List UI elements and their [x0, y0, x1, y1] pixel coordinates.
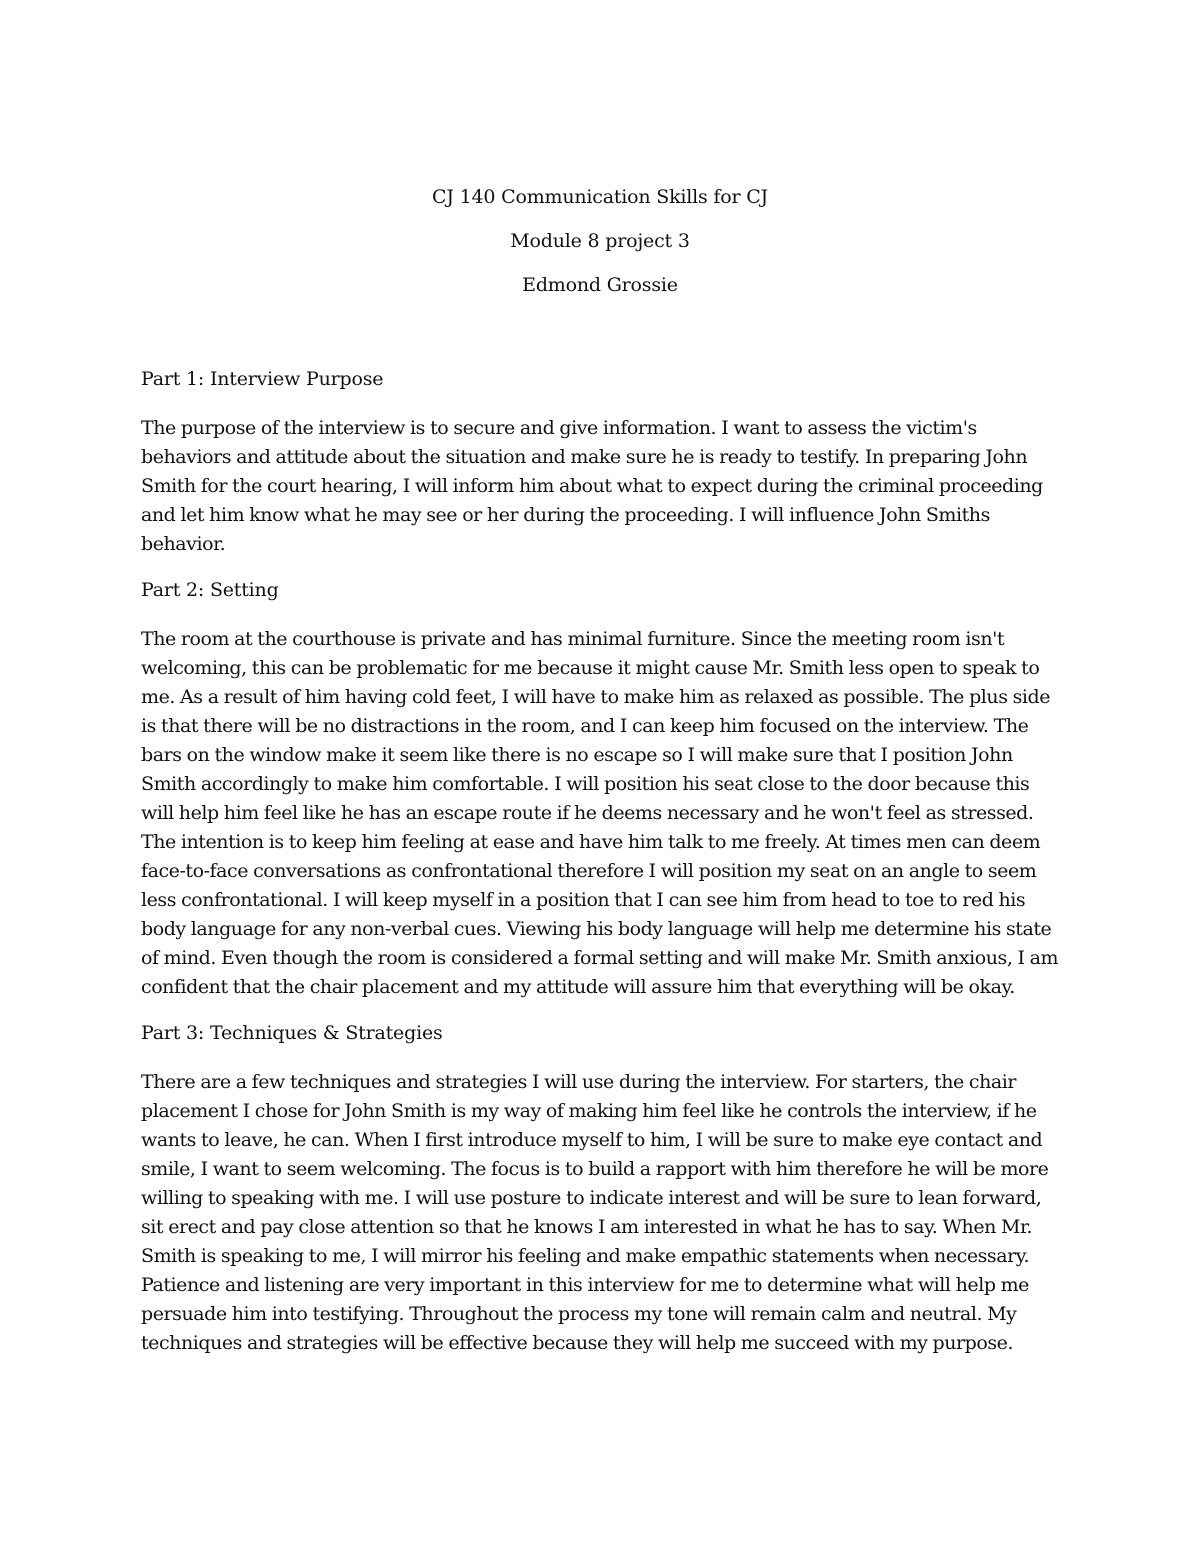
section-techniques-strategies: [141, 1022, 1061, 1358]
author-name: Edmond Grossie: [522, 274, 678, 296]
section-heading: Part 2: Setting: [141, 579, 279, 601]
document-body: [141, 368, 1061, 1378]
module-title: Module 8 project 3: [510, 230, 690, 252]
section-setting: [141, 579, 1061, 1002]
section-paragraph: The purpose of the interview is to secure and give information. I want to assess the victim's behaviors and attitude about the situation and make sure he is ready to testify. In preparing John Smith for the court hearing, I will inform him about what to expect during the criminal proceeding and let him know what he may see or her during the proceeding. I will influence John Smiths behavior.: [141, 417, 1043, 555]
course-title: CJ 140 Communication Skills for CJ: [432, 186, 768, 208]
document-header: [0, 186, 1200, 318]
section-interview-purpose: [141, 368, 1061, 559]
section-paragraph: The room at the courthouse is private and has minimal furniture. Since the meeting room isn't welcoming, this can be problematic for me because it might cause Mr. Smith less open to speak to me. As a result of him having cold feet, I will have to make him as relaxed as possible. The plus side is that there will be no distractions in the room, and I can keep him focused on the interview. The bars on the window make it seem like there is no escape so I will make sure that I position John Smith accordingly to make him comfortable. I will position his seat close to the door because this will help him feel like he has an escape route if he deems necessary and he won't feel as stressed. The intention is to keep him feeling at ease and have him talk to me freely. At times men can deem face-to-face conversations as confrontational therefore I will position my seat on an angle to seem less confrontational. I will keep myself in a position that I can see him from head to toe to red his body language for any non-verbal cues. Viewing his body language will help me determine his state of mind. Even though the room is considered a formal setting and will make Mr. Smith anxious, I am confident that the chair placement and my attitude will assure him that everything will be okay.: [141, 628, 1059, 998]
section-heading: Part 1: Interview Purpose: [141, 368, 384, 390]
section-heading: Part 3: Techniques & Strategies: [141, 1022, 443, 1044]
section-paragraph: There are a few techniques and strategies I will use during the interview. For starters, the chair placement I chose for John Smith is my way of making him feel like he controls the interview, if he wants to leave, he can. When I first introduce myself to him, I will be sure to make eye contact and smile, I want to seem welcoming. The focus is to build a rapport with him therefore he will be more willing to speaking with me. I will use posture to indicate interest and will be sure to lean forward, sit erect and pay close attention so that he knows I am interested in what he has to say. When Mr. Smith is speaking to me, I will mirror his feeling and make empathic statements when necessary. Patience and listening are very important in this interview for me to determine what will help me persuade him into testifying. Throughout the process my tone will remain calm and neutral. My techniques and strategies will be effective because they will help me succeed with my purpose.: [141, 1071, 1049, 1354]
